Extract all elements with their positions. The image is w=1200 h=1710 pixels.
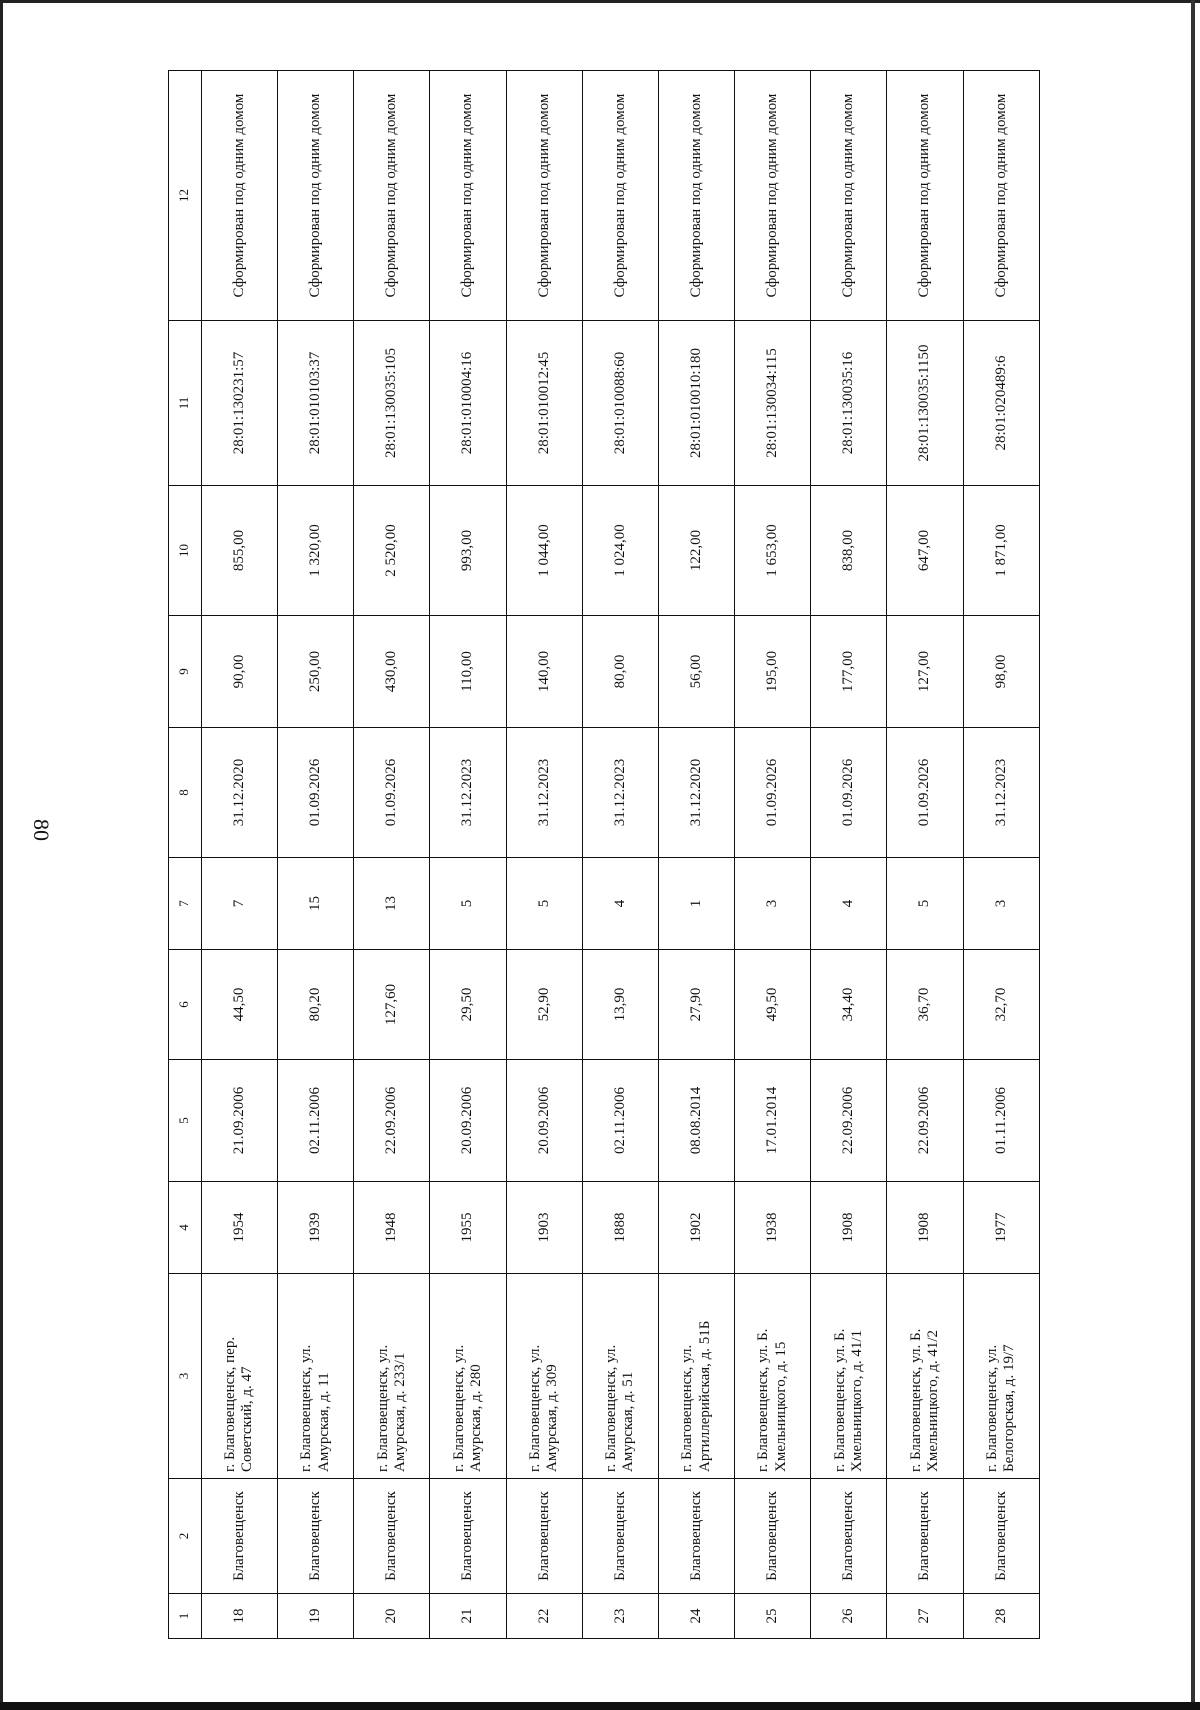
page-number-text: 80 <box>29 819 54 841</box>
cell-row-number: 27 <box>887 1594 963 1639</box>
cell-city: Благовещенск <box>201 1479 277 1594</box>
cell-area-total: 127,60 <box>354 950 430 1060</box>
cell-status: Сформирован под одним домом <box>430 71 506 321</box>
cell-city: Благовещенск <box>277 1479 353 1594</box>
cell-address: г. Благовещенск, пер. Советский, д. 47 <box>201 1274 277 1479</box>
cell-cadastral-number: 28:01:010004:16 <box>430 321 506 486</box>
cell-area-total: 49,50 <box>735 950 811 1060</box>
cell-residents: 5 <box>506 858 582 950</box>
table-row <box>354 71 430 1639</box>
cell-date-planned: 01.09.2026 <box>277 728 353 858</box>
cell-row-number: 20 <box>354 1594 430 1639</box>
cell-area-plot: 838,00 <box>811 486 887 616</box>
cell-area-land: 90,00 <box>201 616 277 728</box>
cell-row-number: 22 <box>506 1594 582 1639</box>
cell-area-land: 80,00 <box>582 616 658 728</box>
cell-residents: 3 <box>963 858 1039 950</box>
cell-area-plot: 1 024,00 <box>582 486 658 616</box>
cell-status: Сформирован под одним домом <box>811 71 887 321</box>
cell-area-land: 98,00 <box>963 616 1039 728</box>
cell-cadastral-number: 28:01:010088:60 <box>582 321 658 486</box>
cell-address: г. Благовещенск, ул. Амурская, д. 11 <box>277 1274 353 1479</box>
cell-area-plot: 1 653,00 <box>735 486 811 616</box>
cell-city: Благовещенск <box>887 1479 963 1594</box>
cell-city: Благовещенск <box>735 1479 811 1594</box>
cell-row-number: 28 <box>963 1594 1039 1639</box>
cell-year: 1977 <box>963 1182 1039 1274</box>
cell-area-plot: 2 520,00 <box>354 486 430 616</box>
column-number: 3 <box>169 1274 202 1479</box>
table-row <box>658 71 734 1639</box>
column-number: 1 <box>169 1594 202 1639</box>
cell-residents: 1 <box>658 858 734 950</box>
cell-status: Сформирован под одним домом <box>735 71 811 321</box>
cell-date-recognized: 02.11.2006 <box>582 1060 658 1182</box>
cell-cadastral-number: 28:01:020489:6 <box>963 321 1039 486</box>
cell-row-number: 23 <box>582 1594 658 1639</box>
cell-cadastral-number: 28:01:130231:57 <box>201 321 277 486</box>
cell-status: Сформирован под одним домом <box>582 71 658 321</box>
cell-status: Сформирован под одним домом <box>506 71 582 321</box>
cell-area-total: 52,90 <box>506 950 582 1060</box>
cell-address: г. Благовещенск, ул. Амурская, д. 309 <box>506 1274 582 1479</box>
cell-row-number: 19 <box>277 1594 353 1639</box>
cell-year: 1938 <box>735 1182 811 1274</box>
cell-date-recognized: 20.09.2006 <box>506 1060 582 1182</box>
cell-row-number: 25 <box>735 1594 811 1639</box>
cell-area-total: 36,70 <box>887 950 963 1060</box>
cell-year: 1888 <box>582 1182 658 1274</box>
cell-city: Благовещенск <box>354 1479 430 1594</box>
cell-area-land: 127,00 <box>887 616 963 728</box>
cell-status: Сформирован под одним домом <box>963 71 1039 321</box>
cell-date-planned: 01.09.2026 <box>354 728 430 858</box>
cell-city: Благовещенск <box>506 1479 582 1594</box>
rotated-table-frame <box>168 71 1040 1639</box>
table-row <box>963 71 1039 1639</box>
cell-date-recognized: 17.01.2014 <box>735 1060 811 1182</box>
cell-address: г. Благовещенск, ул. Б. Хмельницкого, д. 41/2 <box>887 1274 963 1479</box>
cell-year: 1948 <box>354 1182 430 1274</box>
column-number-row <box>169 71 202 1639</box>
cell-cadastral-number: 28:01:130035:105 <box>354 321 430 486</box>
cell-year: 1939 <box>277 1182 353 1274</box>
cell-row-number: 21 <box>430 1594 506 1639</box>
column-number: 4 <box>169 1182 202 1274</box>
cell-area-plot: 1 320,00 <box>277 486 353 616</box>
table-row <box>430 71 506 1639</box>
cell-date-planned: 01.09.2026 <box>811 728 887 858</box>
cell-address: г. Благовещенск, ул. Амурская, д. 51 <box>582 1274 658 1479</box>
cell-area-plot: 1 044,00 <box>506 486 582 616</box>
cell-year: 1902 <box>658 1182 734 1274</box>
scan-edge-top <box>0 0 1200 3</box>
table-row <box>277 71 353 1639</box>
cell-residents: 15 <box>277 858 353 950</box>
cell-address: г. Благовещенск, ул. Белогорская, д. 19/7 <box>963 1274 1039 1479</box>
page-number <box>26 810 56 850</box>
cell-area-land: 56,00 <box>658 616 734 728</box>
cell-date-recognized: 22.09.2006 <box>354 1060 430 1182</box>
cell-date-recognized: 20.09.2006 <box>430 1060 506 1182</box>
cell-residents: 5 <box>430 858 506 950</box>
cell-date-recognized: 22.09.2006 <box>887 1060 963 1182</box>
cell-row-number: 18 <box>201 1594 277 1639</box>
table-row <box>201 71 277 1639</box>
cell-city: Благовещенск <box>658 1479 734 1594</box>
cell-date-planned: 31.12.2023 <box>963 728 1039 858</box>
cell-area-total: 13,90 <box>582 950 658 1060</box>
cell-cadastral-number: 28:01:010103:37 <box>277 321 353 486</box>
housing-registry-table <box>168 70 1040 1639</box>
cell-area-total: 34,40 <box>811 950 887 1060</box>
table-row <box>735 71 811 1639</box>
cell-area-land: 430,00 <box>354 616 430 728</box>
cell-area-total: 44,50 <box>201 950 277 1060</box>
cell-status: Сформирован под одним домом <box>887 71 963 321</box>
cell-date-planned: 31.12.2023 <box>582 728 658 858</box>
cell-address: г. Благовещенск, ул. Артиллерийская, д. 51Б <box>658 1274 734 1479</box>
cell-year: 1908 <box>811 1182 887 1274</box>
cell-date-planned: 01.09.2026 <box>887 728 963 858</box>
column-number: 7 <box>169 858 202 950</box>
cell-area-plot: 855,00 <box>201 486 277 616</box>
cell-residents: 13 <box>354 858 430 950</box>
cell-cadastral-number: 28:01:130035:16 <box>811 321 887 486</box>
cell-status: Сформирован под одним домом <box>658 71 734 321</box>
cell-area-total: 80,20 <box>277 950 353 1060</box>
column-number: 5 <box>169 1060 202 1182</box>
cell-status: Сформирован под одним домом <box>277 71 353 321</box>
table-row <box>811 71 887 1639</box>
cell-residents: 7 <box>201 858 277 950</box>
cell-city: Благовещенск <box>582 1479 658 1594</box>
column-number: 2 <box>169 1479 202 1594</box>
cell-date-recognized: 01.11.2006 <box>963 1060 1039 1182</box>
cell-area-plot: 1 871,00 <box>963 486 1039 616</box>
cell-date-recognized: 21.09.2006 <box>201 1060 277 1182</box>
column-number: 9 <box>169 616 202 728</box>
cell-row-number: 24 <box>658 1594 734 1639</box>
cell-city: Благовещенск <box>963 1479 1039 1594</box>
cell-date-planned: 31.12.2020 <box>658 728 734 858</box>
table-body <box>201 71 1039 1639</box>
cell-date-recognized: 08.08.2014 <box>658 1060 734 1182</box>
cell-date-recognized: 22.09.2006 <box>811 1060 887 1182</box>
cell-date-planned: 31.12.2020 <box>201 728 277 858</box>
cell-area-plot: 122,00 <box>658 486 734 616</box>
cell-residents: 5 <box>887 858 963 950</box>
cell-cadastral-number: 28:01:010012:45 <box>506 321 582 486</box>
cell-cadastral-number: 28:01:130034:115 <box>735 321 811 486</box>
column-number: 12 <box>169 71 202 321</box>
cell-area-land: 110,00 <box>430 616 506 728</box>
table-row <box>582 71 658 1639</box>
cell-residents: 4 <box>811 858 887 950</box>
column-number: 10 <box>169 486 202 616</box>
scan-edge-left <box>0 0 3 1710</box>
table-row <box>887 71 963 1639</box>
cell-city: Благовещенск <box>430 1479 506 1594</box>
document-sheet <box>168 71 1200 1624</box>
column-number: 11 <box>169 321 202 486</box>
cell-area-land: 250,00 <box>277 616 353 728</box>
cell-date-planned: 31.12.2023 <box>430 728 506 858</box>
cell-residents: 4 <box>582 858 658 950</box>
cell-area-land: 195,00 <box>735 616 811 728</box>
cell-area-plot: 993,00 <box>430 486 506 616</box>
cell-area-land: 140,00 <box>506 616 582 728</box>
cell-address: г. Благовещенск, ул. Б. Хмельницкого, д. 41/1 <box>811 1274 887 1479</box>
column-number: 6 <box>169 950 202 1060</box>
cell-date-planned: 31.12.2023 <box>506 728 582 858</box>
cell-area-plot: 647,00 <box>887 486 963 616</box>
cell-area-land: 177,00 <box>811 616 887 728</box>
cell-address: г. Благовещенск, ул. Б. Хмельницкого, д. 15 <box>735 1274 811 1479</box>
cell-status: Сформирован под одним домом <box>354 71 430 321</box>
cell-residents: 3 <box>735 858 811 950</box>
cell-date-recognized: 02.11.2006 <box>277 1060 353 1182</box>
cell-year: 1954 <box>201 1182 277 1274</box>
cell-area-total: 32,70 <box>963 950 1039 1060</box>
cell-year: 1955 <box>430 1182 506 1274</box>
cell-year: 1903 <box>506 1182 582 1274</box>
cell-address: г. Благовещенск, ул. Амурская, д. 280 <box>430 1274 506 1479</box>
cell-status: Сформирован под одним домом <box>201 71 277 321</box>
cell-year: 1908 <box>887 1182 963 1274</box>
cell-date-planned: 01.09.2026 <box>735 728 811 858</box>
scan-edge-bottom <box>0 1702 1200 1710</box>
cell-row-number: 26 <box>811 1594 887 1639</box>
cell-address: г. Благовещенск, ул. Амурская, д. 233/1 <box>354 1274 430 1479</box>
cell-city: Благовещенск <box>811 1479 887 1594</box>
table-row <box>506 71 582 1639</box>
cell-area-total: 27,90 <box>658 950 734 1060</box>
cell-cadastral-number: 28:01:010010:180 <box>658 321 734 486</box>
column-number: 8 <box>169 728 202 858</box>
cell-cadastral-number: 28:01:130035:1150 <box>887 321 963 486</box>
cell-area-total: 29,50 <box>430 950 506 1060</box>
